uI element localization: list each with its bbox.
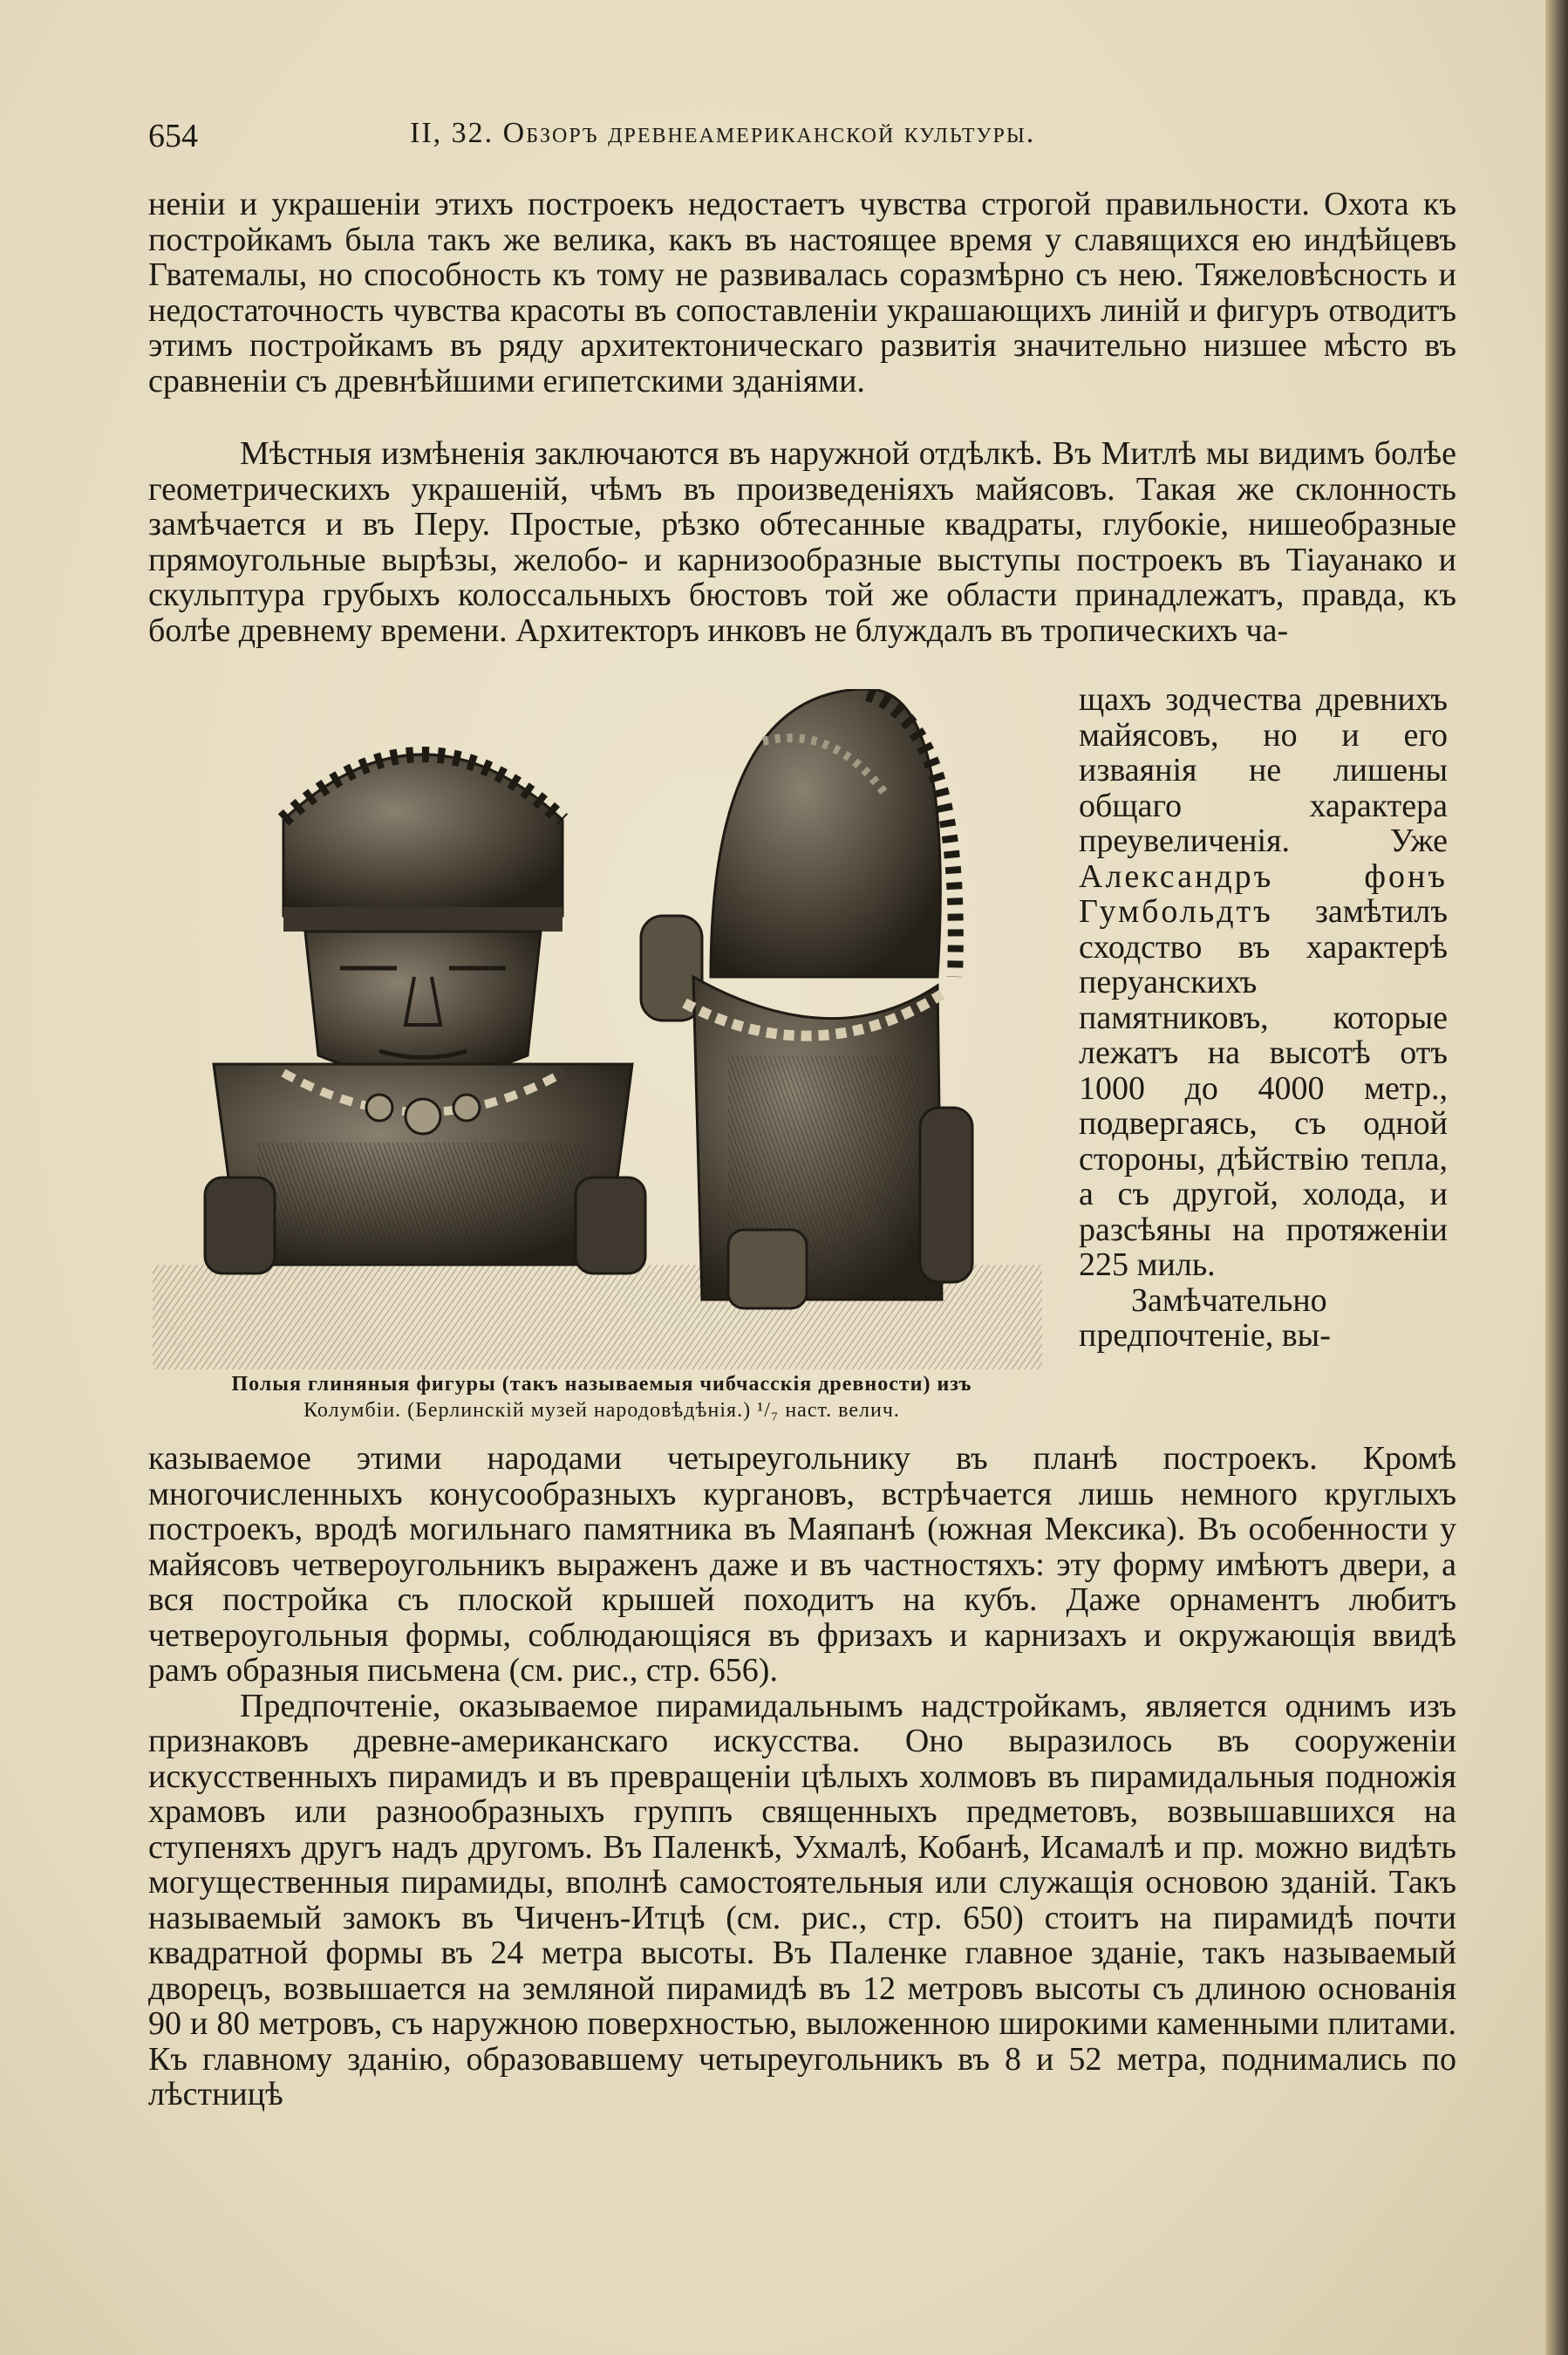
caption-line-1: Полыя глиняныя фигуры (такъ называемыя чибчасскія древности) изъ bbox=[231, 1373, 972, 1396]
paragraph-2-text: Мѣстныя измѣненія заключаются въ наружной отдѣлкѣ. Въ Митлѣ мы видимъ болѣе геометрическихъ украшеній, чѣмъ въ произведеніяхъ майясовъ. Такая же склонность замѣчается и въ Перу. Простые, рѣзко обтесанные квадраты, глубокіе, нишеобразные прямоугольные вырѣзы, желобо- и карнизообразные выступы построекъ въ Тіауанако и скульптура грубыхъ колоссальныхъ бюстовъ той же области принадлежатъ, правда, къ болѣе древнему времени. Архитекторъ инковъ не блуждалъ въ тропическихъ ча- bbox=[148, 435, 1456, 649]
wrapped-text-rest: замѣтилъ сходство въ характерѣ перуанскихъ памятниковъ, которые лежатъ на высотѣ отъ 1000 до 4000 метр., подвергаясь, съ одной стороны, дѣйствію тепла, а съ другой, холода, и разсѣяны на протяженіи 225 миль. bbox=[1079, 893, 1448, 1283]
paragraph-1-text: неніи и украшеніи этихъ построекъ недостаетъ чувства строгой правильности. Охота къ постройкамъ была такъ же велика, какъ въ настоящее время у славящихся ею индѣйцевъ Гватемалы, но способность къ тому не развивалась соразмѣрно съ нею. Тяжеловѣсность и недостаточность чувства красоты въ сопоставленіи украшающихъ линій и фигуръ отводитъ этимъ постройкамъ въ ряду архитектоническаго развитія значительно низшее мѣсто въ сравненіи съ древнѣйшими египетскими зданіями. bbox=[148, 186, 1456, 399]
running-head: II, 32. Обзоръ древнеамериканской культуры. bbox=[410, 117, 1036, 149]
clay-figures-engraving bbox=[153, 689, 1042, 1369]
lower-text bbox=[148, 1441, 1456, 2113]
name-humboldt: фонъ Гумбольдтъ bbox=[1079, 857, 1448, 930]
left-clay-figure bbox=[205, 754, 645, 1273]
wrapped-text-column bbox=[1079, 682, 1448, 1354]
paragraph-2 bbox=[148, 436, 1456, 648]
book-spine-shadow bbox=[1545, 0, 1568, 2355]
wrapped-text-start: щахъ зодчества древнихъ майясовъ, но и его изваянія не лишены общаго характера преувеличенія. Уже bbox=[1079, 681, 1448, 859]
paragraph-3-start: Замѣчательно предпочтеніе, вы- bbox=[1079, 1281, 1331, 1354]
right-clay-figure bbox=[641, 689, 972, 1308]
figure-caption bbox=[148, 1371, 1055, 1423]
wrapped-text-1 bbox=[1079, 682, 1448, 1283]
figure-clay-figures bbox=[153, 689, 1042, 1369]
page-header bbox=[148, 112, 1456, 164]
paragraph-4: Предпочтеніе, оказываемое пирамидальнымъ надстройкамъ, является однимъ изъ признаковъ древне-американскаго искусства. Оно выразилось въ сооруженіи искусственныхъ пирамидъ и въ превращеніи цѣлыхъ холмовъ въ пирамидальныя подножія храмовъ или разнообразныхъ группъ священныхъ предметовъ, возвышавшихся на ступеняхъ другъ надъ другомъ. Въ Паленкѣ, Ухмалѣ, Кобанѣ, Исамалѣ и пр. можно видѣть могущественныя пирамиды, вполнѣ самостоятельныя или служащія основою зданій. Такъ называемый замокъ въ Чиченъ-Итцѣ (см. рис., стр. 650) стоитъ на пирамидѣ почти квадратной формы въ 24 метра высоты. Въ Паленке главное зданіе, такъ называемый дворецъ, возвышается на земляной пирамидѣ въ 12 метровъ высоты съ длиною основанія 90 и 80 метровъ, съ наружною поверхностью, выложенною широкими каменными плитами. Къ главному зданію, образовавшему четыреугольникъ въ 8 и 52 метра, поднимались по лѣстницѣ bbox=[148, 1687, 1456, 2113]
paragraph-1 bbox=[148, 187, 1456, 399]
name-alexander: Александръ bbox=[1079, 857, 1274, 895]
paragraph-3-rest: казываемое этими народами четыреугольнику въ планѣ построекъ. Кромѣ многочисленныхъ конусообразныхъ кургановъ, встрѣчается лишь немного круглыхъ построекъ, вродѣ могильнаго памятника въ Маяпанѣ (южная Мексика). Въ особенности у майясовъ четвероугольникъ выраженъ даже и въ частностяхъ: эту форму имѣютъ двери, а вся постройка съ плоской крышей походитъ на кубъ. Даже орнаментъ любитъ четвероугольныя формы, соблюдающіяся въ фризахъ и карнизахъ и окружающія ввидѣ рамъ образныя письмена (см. рис., стр. 656). bbox=[148, 1440, 1456, 1689]
page-number: 654 bbox=[148, 118, 198, 154]
caption-line-2: Колумбіи. (Берлинскій музей народовѣдѣнія.) ¹/₇ наст. велич. bbox=[303, 1399, 900, 1422]
